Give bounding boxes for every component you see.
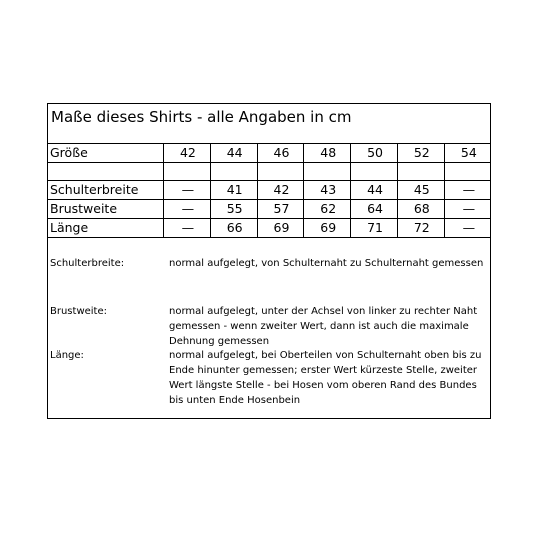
table-cell: 45: [397, 181, 444, 200]
row-label: Brustweite: [48, 200, 164, 219]
table-header-row: [48, 144, 491, 163]
table-row: [48, 181, 491, 200]
table-cell: —: [444, 181, 491, 200]
size-header-cell: 46: [257, 144, 304, 163]
table-cell: 43: [304, 181, 351, 200]
size-header-label: Größe: [48, 144, 164, 163]
table-cell: 57: [257, 200, 304, 219]
table-cell: 44: [351, 181, 398, 200]
size-header-cell: 42: [164, 144, 211, 163]
table-cell: 64: [351, 200, 398, 219]
table-cell: 41: [210, 181, 257, 200]
table-cell: 68: [397, 200, 444, 219]
note-text: normal aufgelegt, unter der Achsel von linker zu rechter Naht gemessen - wenn zweiter Wert, dann ist auch die maximale Dehnung gemessen: [169, 306, 478, 347]
table-spacer-row: [48, 163, 491, 181]
table-cell: 69: [304, 219, 351, 238]
table-cell: —: [164, 181, 211, 200]
note-term: Schulterbreite:: [50, 258, 125, 269]
note-text: normal aufgelegt, von Schulternaht zu Schulternaht gemessen: [169, 258, 484, 269]
size-chart: [47, 103, 491, 419]
table-cell: 69: [257, 219, 304, 238]
table-cell: 62: [304, 200, 351, 219]
table-row: [48, 200, 491, 219]
row-label: Länge: [48, 219, 164, 238]
size-table: [48, 144, 491, 238]
table-cell: 55: [210, 200, 257, 219]
note-text: normal aufgelegt, bei Oberteilen von Schulternaht oben bis zu Ende hinunter gemessen; erster Wert kürzeste Stelle, zweiter Wert längste Stelle - bei Hosen vom oberen Rand des Bundes bis unten Ende Hosenbein: [169, 350, 482, 406]
table-cell: 71: [351, 219, 398, 238]
table-row: [48, 219, 491, 238]
size-header-cell: 50: [351, 144, 398, 163]
table-cell: 42: [257, 181, 304, 200]
size-header-cell: 52: [397, 144, 444, 163]
table-cell: —: [444, 219, 491, 238]
note-term: Brustweite:: [50, 306, 107, 317]
chart-title: Maße dieses Shirts - alle Angaben in cm: [51, 108, 352, 126]
table-cell: 72: [397, 219, 444, 238]
table-cell: 66: [210, 219, 257, 238]
size-header-cell: 54: [444, 144, 491, 163]
note-term: Länge:: [50, 350, 84, 361]
table-cell: —: [164, 200, 211, 219]
size-header-cell: 48: [304, 144, 351, 163]
row-label: Schulterbreite: [48, 181, 164, 200]
table-cell: —: [164, 219, 211, 238]
size-header-cell: 44: [210, 144, 257, 163]
table-cell: —: [444, 200, 491, 219]
